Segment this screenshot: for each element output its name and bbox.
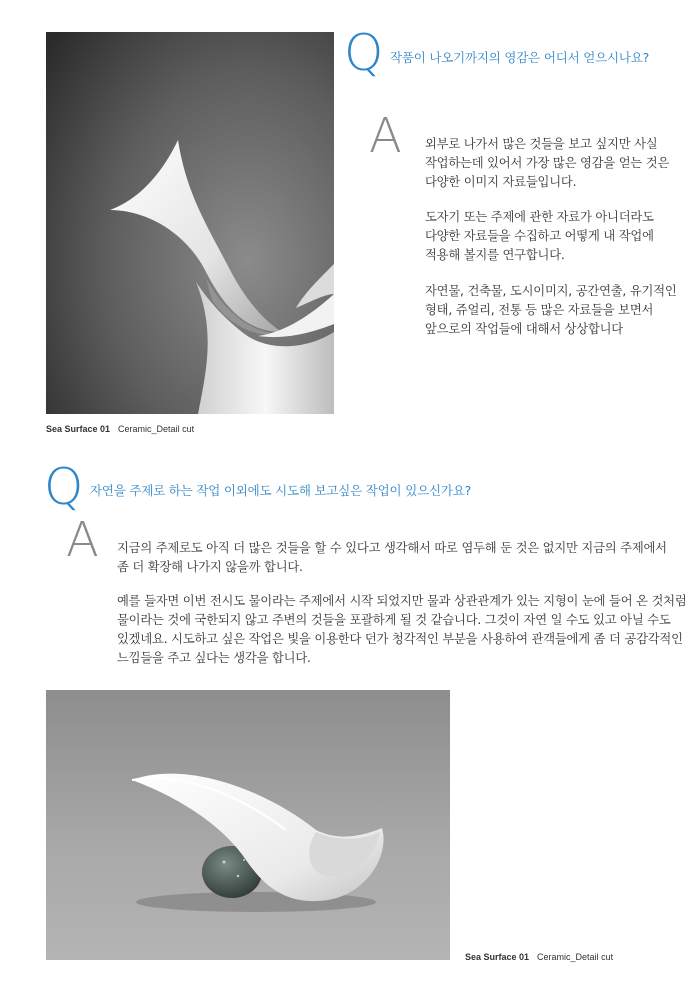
answer-line: 예를 들자면 이번 전시도 물이라는 주제에서 시작 되었지만 물과 상관관계가 있는 지형이 눈에 들어 온 것처럼 [117, 594, 687, 608]
answer-line: 형태, 쥬얼리, 전통 등 많은 자료들을 보면서 [425, 303, 654, 317]
answer-2-paragraph-1 [117, 539, 667, 577]
answer-line: 다양한 이미지 자료들입니다. [425, 175, 577, 189]
answer-line: 적용해 볼지를 연구합니다. [425, 248, 565, 262]
answer-line: 외부로 나가서 많은 것들을 보고 싶지만 사실 [425, 137, 658, 151]
answer-1-paragraph-1 [425, 135, 669, 192]
answer-line: 도자기 또는 주제에 관한 자료가 아니더라도 [425, 210, 654, 224]
answer-1-paragraph-3 [425, 282, 677, 339]
caption-title: Sea Surface 01 [465, 952, 530, 962]
question-mark-1: Q [344, 24, 384, 82]
sculpture-photo-2 [46, 690, 450, 960]
answer-line: 물이라는 것에 국한되지 않고 주변의 것들을 포괄하게 될 것 같습니다. 그것이 자연 일 수도 있고 아닐 수도 [117, 613, 671, 627]
question-2: 자연을 주제로 하는 작업 이외에도 시도해 보고싶은 작업이 있으신가요? [90, 483, 471, 498]
answer-line: 앞으로의 작업들에 대해서 상상합니다 [425, 322, 623, 336]
caption-title: Sea Surface 01 [46, 424, 111, 434]
photo-1-caption [46, 424, 194, 434]
answer-mark-2: A [66, 512, 99, 568]
answer-line: 좀 더 확장해 나가지 않을까 합니다. [117, 560, 303, 574]
answer-line: 다양한 자료들을 수집하고 어떻게 내 작업에 [425, 229, 654, 243]
answer-line: 자연물, 건축물, 도시이미지, 공간연출, 유기적인 [425, 284, 677, 298]
answer-line: 느낌들을 주고 싶다는 생각을 합니다. [117, 651, 311, 665]
question-1: 작품이 나오기까지의 영감은 어디서 얻으시나요? [390, 50, 650, 65]
sculpture-photo-1 [46, 32, 334, 414]
photo-2-caption [465, 952, 613, 962]
answer-line: 있겠네요. 시도하고 싶은 작업은 빛을 이용한다 던가 청각적인 부분을 사용하여 관객들에게 좀 더 공감각적인 [117, 632, 683, 646]
answer-line: 작업하는데 있어서 가장 많은 영감을 얻는 것은 [425, 156, 670, 170]
caption-text: Ceramic_Detail cut [118, 424, 195, 434]
answer-2-paragraph-2 [117, 592, 687, 668]
caption-text: Ceramic_Detail cut [537, 952, 614, 962]
answer-line: 지금의 주제로도 아직 더 많은 것들을 할 수 있다고 생각해서 따로 염두해 둔 것은 없지만 지금의 주제에서 [117, 541, 667, 555]
question-mark-2: Q [44, 458, 84, 516]
answer-1-paragraph-2 [425, 208, 654, 265]
answer-mark-1: A [369, 108, 402, 164]
